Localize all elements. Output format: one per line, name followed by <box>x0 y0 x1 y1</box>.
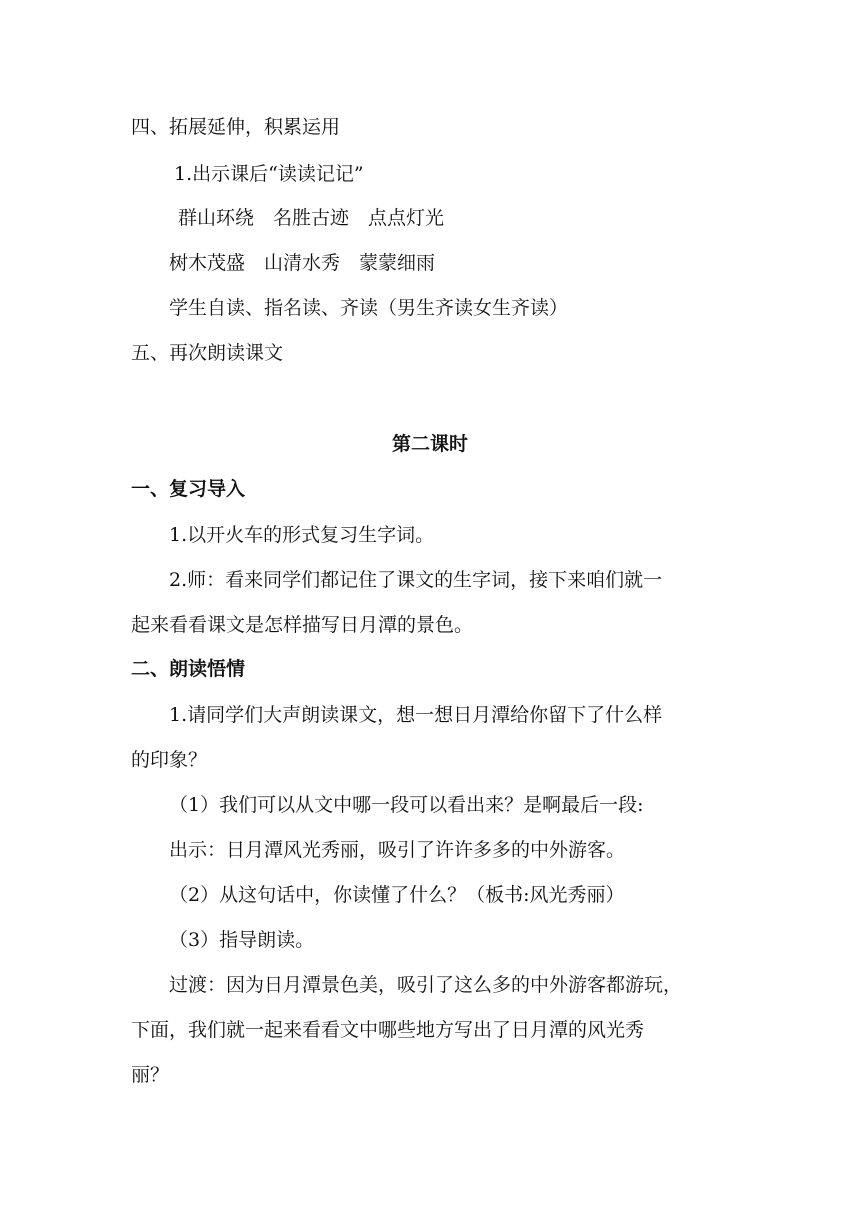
reading-methods: 学生自读、指名读、齐读（男生齐读女生齐读） <box>169 297 569 319</box>
section-heading-5: 五、再次朗读课文 <box>131 342 284 364</box>
part-heading-review: 一、复习导入 <box>131 478 246 500</box>
transition-line-1: 过渡：因为日月潭景色美，吸引了这么多的中外游客都游玩， <box>169 974 683 996</box>
review-item-2-line-2: 起来看看课文是怎样描写日月潭的景色。 <box>131 614 474 636</box>
section-heading-4: 四、拓展延伸，积累运用 <box>131 116 341 138</box>
transition-line-3: 丽？ <box>131 1064 170 1086</box>
review-item-2-line-1: 2.师：看来同学们都记住了课文的生字词，接下来咱们就一 <box>169 569 663 591</box>
reading-sub-2: （2）从这句话中，你读懂了什么？（板书:风光秀丽） <box>169 884 625 906</box>
reading-sub-3: （3）指导朗读。 <box>169 929 315 951</box>
reading-item-1-line-2: 的印象？ <box>131 749 208 771</box>
part-heading-reading: 二、朗读悟情 <box>131 658 246 680</box>
transition-line-2: 下面，我们就一起来看看文中哪些地方写出了日月潭的风光秀 <box>131 1019 645 1041</box>
word-list-row-2: 树木茂盛 山清水秀 蒙蒙细雨 <box>169 252 436 274</box>
word-list-row-1: 群山环绕 名胜古迹 点点灯光 <box>178 207 445 229</box>
reading-item-1-line-1: 1.请同学们大声朗读课文，想一想日月潭给你留下了什么样 <box>169 704 663 726</box>
lesson-title: 第二课时 <box>391 433 468 455</box>
reading-show-sentence: 出示：日月潭风光秀丽，吸引了许许多多的中外游客。 <box>169 839 626 861</box>
reading-sub-1: （1）我们可以从文中哪一段可以看出来？是啊最后一段: <box>169 794 644 816</box>
item-show-words: 1.出示课后“读读记记” <box>174 163 364 185</box>
review-item-1: 1.以开火车的形式复习生字词。 <box>169 524 435 546</box>
